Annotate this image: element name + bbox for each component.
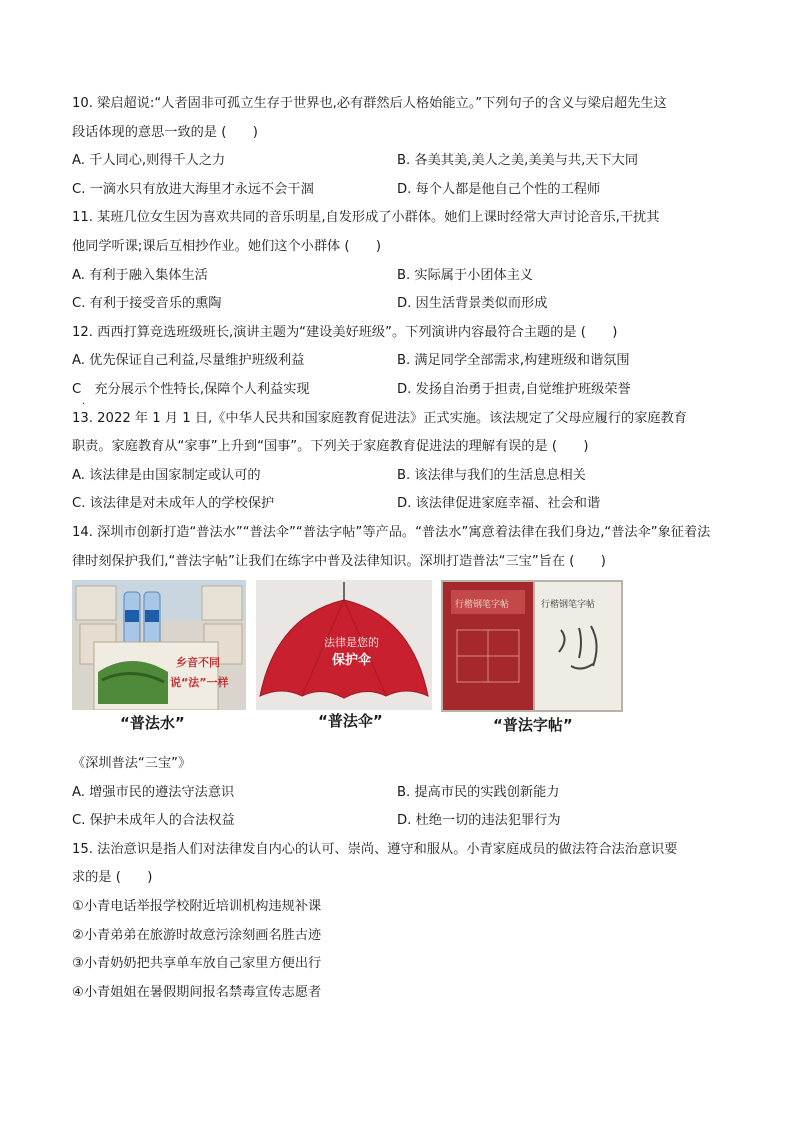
- q14-photo-strip: [72, 580, 727, 740]
- question-10: [72, 90, 727, 204]
- question-15: [72, 836, 727, 1008]
- photo-puzhfa-water: [72, 580, 248, 740]
- photo1-slogan-b: 说“法”一样: [170, 676, 229, 690]
- photo-pufa-umbrella: [256, 580, 434, 740]
- q14-option-b: B. 提高市民的实践创新能力: [397, 784, 560, 800]
- question-13: [72, 405, 727, 519]
- q14-option-a: A. 增强市民的遵法守法意识: [72, 784, 235, 800]
- q14-stem-line2: 律时刻保护我们,“普法字帖”让我们在练字中普及法律知识。深圳打造普法“三宝”旨在 ( ): [72, 553, 606, 569]
- q11-option-a: A. 有利于融入集体生活: [72, 267, 208, 283]
- question-11: [72, 204, 727, 318]
- caption-copybook: “普法字帖”: [493, 716, 573, 735]
- q11-option-c: C. 有利于接受音乐的熏陶: [72, 296, 222, 312]
- q15-statement-4: ④小青姐姐在暑假期间报名禁毒宣传志愿者: [72, 984, 322, 1000]
- q15-stem-line2: 求的是 ( ): [72, 870, 153, 886]
- q12-option-b: B. 满足同学全部需求,构建班级和谐氛围: [397, 353, 630, 369]
- q13-option-c: C. 该法律是对未成年人的学校保护: [72, 496, 275, 512]
- photo2-text-a: 法律是您的: [324, 636, 379, 650]
- question-12: [72, 319, 727, 410]
- photo3-left-title: 行楷钢笔字帖: [455, 600, 510, 611]
- q15-statement-1: ①小青电话举报学校附近培训机构违规补课: [72, 899, 322, 915]
- q15-statement-2: ②小青弟弟在旅游时故意污涂刻画名胜古迹: [72, 927, 322, 943]
- q13-stem-line2: 职责。家庭教育从“家事”上升到“国事”。下列关于家庭教育促进法的理解有误的是 ( ): [72, 439, 589, 455]
- q13-option-b: B. 该法律与我们的生活息息相关: [397, 467, 586, 483]
- water-bottle-photo: [72, 580, 246, 710]
- q14-option-d: D. 杜绝一切的违法犯罪行为: [397, 813, 561, 829]
- q14-stem-line1: 14. 深圳市创新打造“普法水”“普法伞”“普法字帖”等产品。“普法水”寓意着法律在我们身边,“普法伞”象征着法: [72, 524, 711, 540]
- q11-option-b: B. 实际属于小团体主义: [397, 267, 534, 283]
- q10-option-d: D. 每个人都是他自己个性的工程师: [397, 181, 601, 197]
- q10-stem-line1: 10. 梁启超说:“人者固非可孤立生存于世界也,必有群然后人格始能立。”下列句子的含义与梁启超先生这: [72, 96, 667, 111]
- q10-option-c: C. 一滴水只有放进大海里才永远不会干涸: [72, 181, 314, 197]
- q13-option-a: A. 该法律是由国家制定或认可的: [72, 467, 261, 483]
- q11-stem-line1: 11. 某班几位女生因为喜欢共同的音乐明星,自发形成了小群体。她们上课时经常大声讨论音乐,干扰其: [72, 210, 660, 226]
- q13-stem-line1: 13. 2022 年 1 月 1 日,《中华人民共和国家庭教育促进法》正式实施。该法规定了父母应履行的家庭教育: [72, 410, 687, 426]
- q10-option-a: A. 千人同心,则得千人之力: [72, 153, 226, 169]
- photo1-slogan-a: 乡音不同: [176, 656, 220, 670]
- photo-pufa-copybook: [441, 580, 631, 740]
- q10-option-b: B. 各美其美,美人之美,美美与共,天下大同: [397, 153, 639, 169]
- q14-option-c: C. 保护未成年人的合法权益: [72, 813, 235, 829]
- q11-stem-line2: 他同学听课;课后互相抄作业。她们这个小群体 ( ): [72, 238, 382, 254]
- q11-option-d: D. 因生活背景类似而形成: [397, 296, 548, 312]
- q12-stem-line1: 12. 西西打算竞选班级班长,演讲主题为“建设美好班级”。下列演讲内容最符合主题的是 ( ): [72, 324, 618, 340]
- caption-water: “普法水”: [120, 714, 185, 733]
- caption-umbrella: “普法伞”: [318, 712, 383, 731]
- photo2-text-b: 保护伞: [332, 653, 372, 669]
- q10-stem-line2: 段话体现的意思一致的是 ( ): [72, 124, 258, 140]
- stray-dot: ·: [82, 398, 86, 410]
- q12-option-c: C 充分展示个性特长,保障个人利益实现: [72, 381, 310, 397]
- question-14: [72, 519, 727, 836]
- exam-page: [72, 90, 727, 1007]
- q12-option-a: A. 优先保证自己利益,尽量维护班级利益: [72, 353, 305, 369]
- q13-option-d: D. 该法律促进家庭幸福、社会和谐: [397, 496, 601, 512]
- copybook-photo: [441, 580, 623, 712]
- q15-statement-3: ③小青奶奶把共享单车放自己家里方便出行: [72, 956, 322, 972]
- q15-stem-line1: 15. 法治意识是指人们对法律发自内心的认可、崇尚、遵守和服从。小青家庭成员的做法符合法治意识要: [72, 841, 678, 857]
- q14-source: 《深圳普法“三宝”》: [72, 756, 192, 772]
- photo3-right-title: 行楷钢笔字帖: [541, 600, 596, 611]
- umbrella-photo: [256, 580, 432, 710]
- q12-option-d: D. 发扬自治勇于担责,自觉维护班级荣誉: [397, 381, 631, 397]
